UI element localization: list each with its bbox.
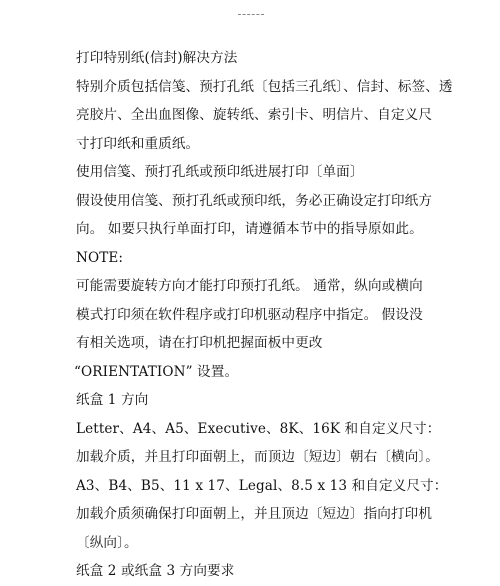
paragraph-line: 〔纵向〕。 [76, 534, 138, 551]
paragraph-line: 向。 如要只执行单面打印，请遵循本节中的指导原如此。 [76, 221, 423, 237]
paragraph-line: 模式打印须在软件程序或打印机驱动程序中指定。 假设没 [76, 306, 423, 323]
paragraph-line: A3、B4、B5、11 x 17、Legal、8.5 x 13 和自定义尺寸： [76, 477, 448, 494]
paragraph-line: 亮胶片、全出血图像、旋转纸、索引卡、明信片、自定义尺 [76, 107, 433, 123]
paragraph-line: 加载介质须确保打印面朝上，并且顶边〔短边〕指向打印机 [76, 506, 433, 522]
section-title: 打印特别纸(信封)解决方法 [76, 50, 238, 66]
note-label: NOTE: [76, 249, 124, 266]
subsection-title: 使用信笺、预打孔纸或预印纸进展打印〔单面〕 [76, 164, 364, 180]
subsection-title: 纸盒 1 方向 [76, 392, 149, 408]
subsection-title: 纸盒 2 或纸盒 3 方向要求 [76, 563, 235, 579]
paragraph-line: 假设使用信笺、预打孔纸或预印纸，务必正确设定打印纸方 [76, 192, 433, 209]
paragraph-line: “ORIENTATION” 设置。 [74, 363, 239, 380]
header-dash-mark [238, 14, 264, 17]
paragraph-line: Letter、A4、A5、Executive、8K、16K 和自定义尺寸： [76, 420, 441, 437]
document-body [74, 44, 453, 586]
paragraph-line: 寸打印纸和重质纸。 [76, 135, 200, 152]
paragraph-line: 加载介质，并且打印面朝上，而顶边〔短边〕朝右〔横向〕。 [76, 449, 439, 465]
paragraph-line: 有相关选项，请在打印机把握面板中更改 [76, 335, 323, 351]
paragraph-line: 特别介质包括信笺、预打孔纸〔包括三孔纸〕、信封、标签、透 [76, 78, 453, 95]
paragraph-line: 可能需要旋转方向才能打印预打孔纸。 通常，纵向或横向 [76, 278, 423, 294]
